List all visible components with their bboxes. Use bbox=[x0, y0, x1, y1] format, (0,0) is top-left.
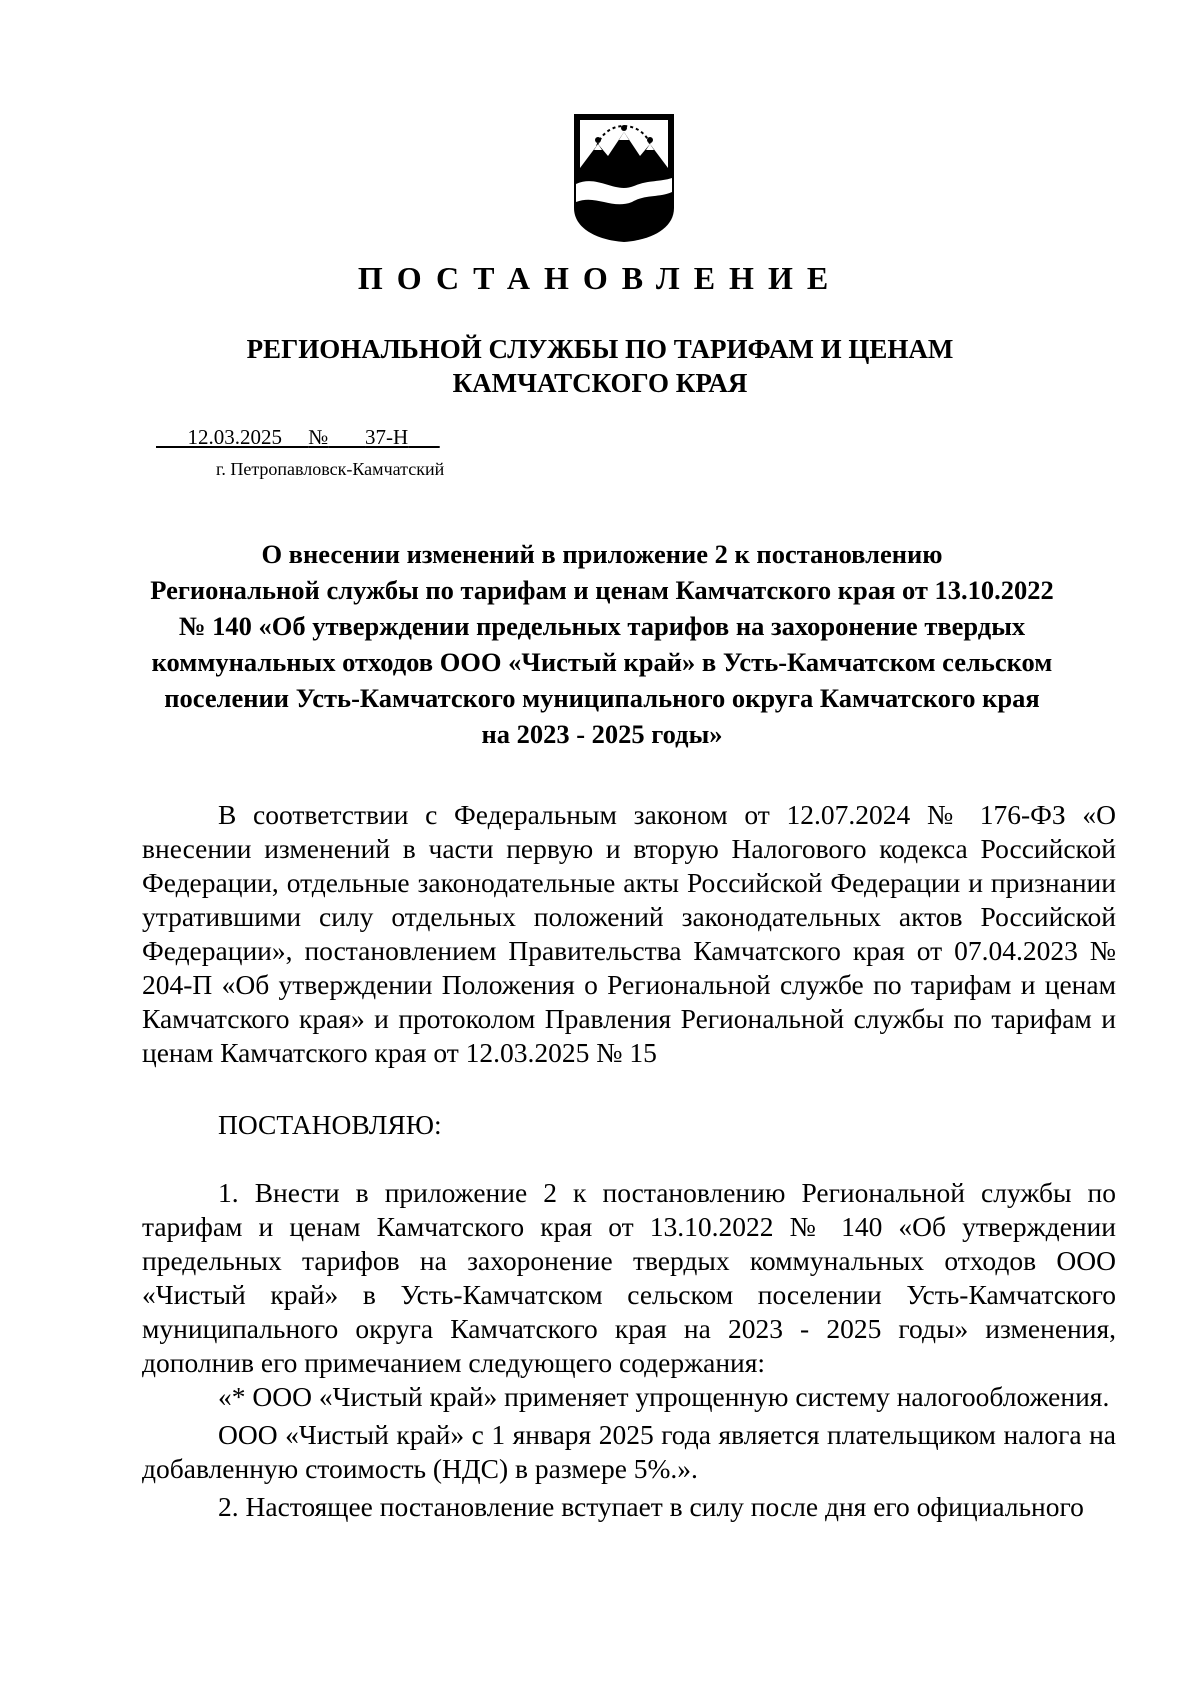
subject-line: О внесении изменений в приложение 2 к постановлению bbox=[261, 539, 943, 569]
number-sign: № bbox=[308, 425, 329, 449]
subject-line: Региональной службы по тарифам и ценам Камчатского края от 13.10.2022 bbox=[150, 575, 1054, 605]
note-paragraph: «* ООО «Чистый край» применяет упрощенную систему налогообложения. bbox=[218, 1381, 1110, 1412]
city-of-issue: г. Петропавловск-Камчатский bbox=[216, 459, 445, 479]
authority-line: РЕГИОНАЛЬНОЙ СЛУЖБЫ ПО ТАРИФАМ И ЦЕНАМ bbox=[246, 334, 954, 364]
authority-line: КАМЧАТСКОГО КРАЯ bbox=[452, 368, 748, 398]
subject-line: на 2023 - 2025 годы» bbox=[481, 719, 723, 749]
document-subject bbox=[140, 536, 1064, 752]
preamble-paragraph: В соответствии с Федеральным законом от 12.07.2024 № 176-ФЗ «О внесении изменений в части первую и вторую Налогового кодекса Российской Федерации, отдельные законодательные акты Российской Федерации и признании утратившими силу отдельных положений законодательных актов Российской Федерации», постановлением Правительства Камчатского края от 07.04.2023 № 204-П «Об утверждении Положения о Региональной службе по тарифам и ценам Камчатского края» и протоколом Правления Региональной службы по тарифам и ценам Камчатского края от 12.03.2025 № 15 bbox=[142, 799, 1116, 1068]
kamchatka-coat-of-arms-icon bbox=[568, 110, 680, 244]
decree-word: ПОСТАНОВЛЯЮ: bbox=[218, 1109, 442, 1140]
note-paragraph: ООО «Чистый край» с 1 января 2025 года является плательщиком налога на добавленную стоимость (НДС) в размере 5%.». bbox=[142, 1419, 1116, 1484]
document-number: 37-Н bbox=[365, 425, 409, 449]
subject-line: поселении Усть-Камчатского муниципального округа Камчатского края bbox=[164, 683, 1040, 713]
document-type-title: ПОСТАНОВЛЕНИЕ bbox=[357, 260, 843, 296]
clause-1: 1. Внести в приложение 2 к постановлению Региональной службы по тарифам и ценам Камчатского края от 13.10.2022 № 140 «Об утверждении предельных тарифов на захоронение твердых коммунальных отходов ООО «Чистый край» в Усть-Камчатском сельском поселении Усть-Камчатского муниципального округа Камчатского края на 2023 - 2025 годы» изменения, дополнив его примечанием следующего содержания: bbox=[142, 1177, 1116, 1378]
clause-2: 2. Настоящее постановление вступает в силу после дня его официального bbox=[218, 1491, 1084, 1522]
subject-line: № 140 «Об утверждении предельных тарифов на захоронение твердых bbox=[178, 611, 1026, 641]
document-date: 12.03.2025 bbox=[187, 425, 282, 449]
document-body bbox=[142, 798, 1116, 1524]
subject-line: коммунальных отходов ООО «Чистый край» в Усть-Камчатском сельском bbox=[151, 647, 1053, 677]
issuing-authority bbox=[0, 332, 1200, 400]
date-number-line bbox=[156, 424, 440, 450]
